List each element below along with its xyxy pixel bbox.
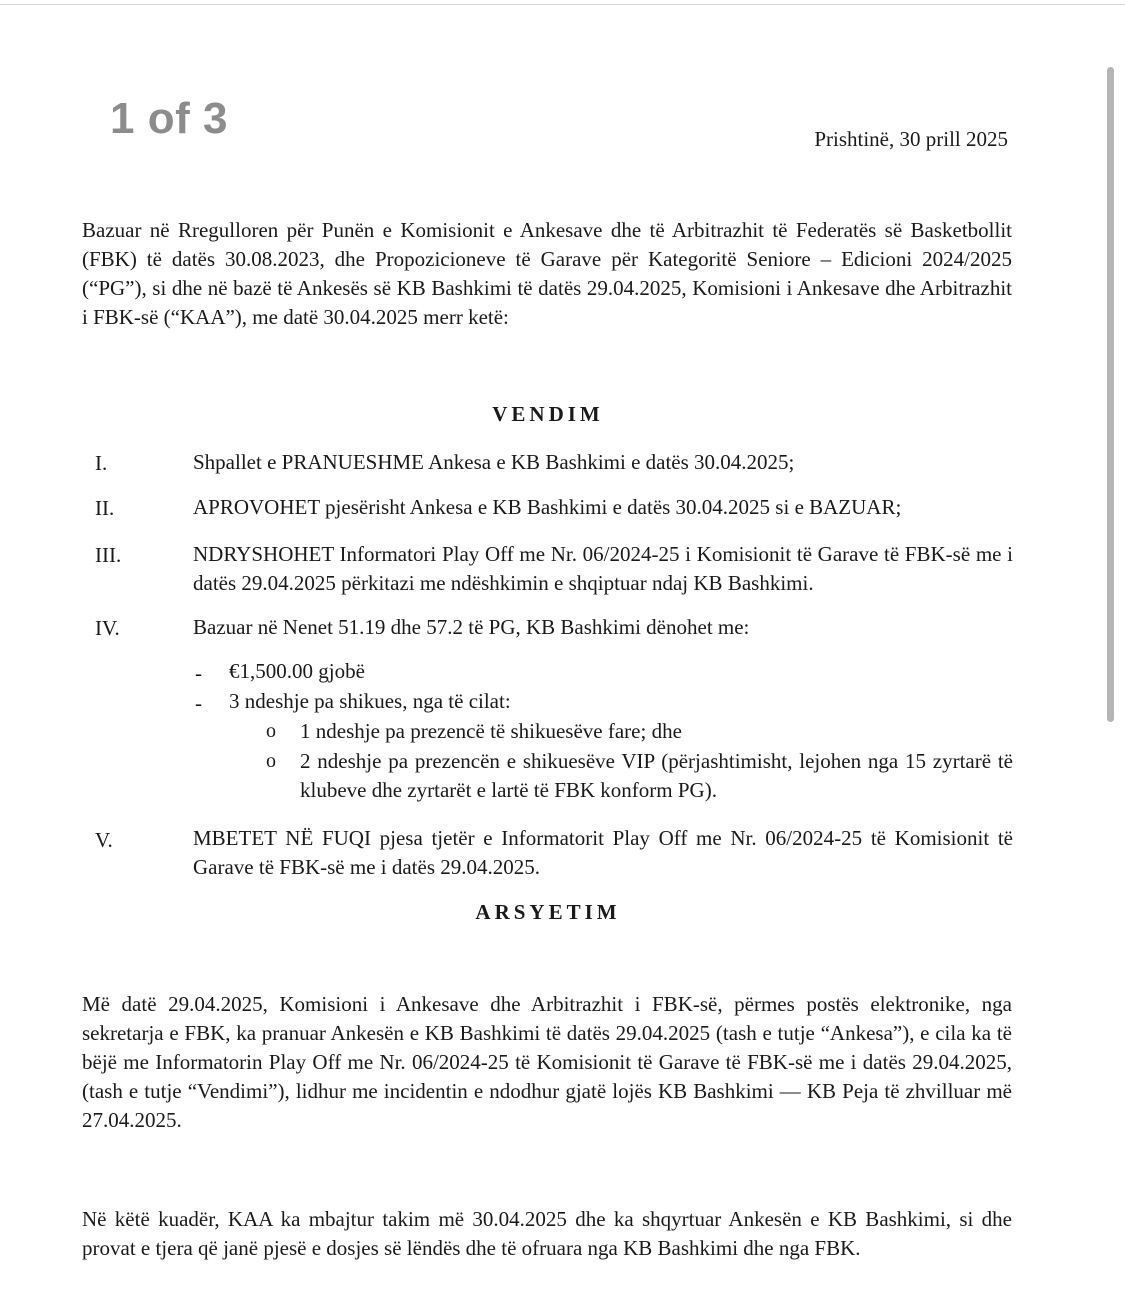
page-indicator: 1 of 3 — [110, 94, 228, 143]
item-text: MBETET NË FUQI pjesa tjetër e Informatorit Play Off me Nr. 06/2024-25 të Komisionit të Garave të FBK-së me i datës 29.04.2025. — [193, 826, 1013, 879]
item-text: APROVOHET pjesërisht Ankesa e KB Bashkimi e datës 30.04.2025 si e BAZUAR; — [193, 495, 902, 519]
decision-heading: VENDIM — [492, 402, 604, 426]
item-number: I. — [95, 451, 108, 475]
sub-item: 2 ndeshje pa prezencën e shikuesëve VIP (përjashtimisht, lejohen nga 15 zyrtarë të klubeve dhe zyrtarët e lartë të FBK konform PG). — [300, 749, 1013, 802]
intro-paragraph: Bazuar në Rregulloren për Punën e Komisionit e Ankesave dhe të Arbitrazhit të Federatës së Basketbollit (FBK) të datës 30.08.2023, dhe Propozicioneve të Garave për Kategoritë Seniore – Edicioni 2024/2025 (“PG”), si dhe në bazë të Ankesës së KB Bashkimi të datës 29.04.2025, Komisioni i Ankesave dhe Arbitrazhit i FBK-së (“KAA”), me datë 30.04.2025 merr ketë: — [82, 218, 1012, 329]
item-number: IV. — [95, 616, 120, 640]
circle-marker: o — [266, 720, 276, 742]
circle-marker: o — [266, 750, 276, 772]
dash-marker: - — [195, 691, 202, 715]
place-date: Prishtinë, 30 prill 2025 — [814, 127, 1008, 151]
games-item: 3 ndeshje pa shikues, nga të cilat: — [229, 689, 511, 713]
item-number: III. — [95, 543, 122, 567]
item-text: Shpallet e PRANUESHME Ankesa e KB Bashkimi e datës 30.04.2025; — [193, 450, 795, 474]
reasoning-paragraph: Më datë 29.04.2025, Komisioni i Ankesave dhe Arbitrazhit i FBK-së, përmes postës elektronike, nga sekretarja e FBK, ka pranuar Ankesën e KB Bashkimi të datës 29.04.2025 (tash e tutje “Ankesa”), e cila ka të bëjë me Informatorin Play Off me Nr. 06/2024-25 të Komisionit të Garave të FBK-së me i datës 29.04.2025, (tash e tutje “Vendimi”), lidhur me incidentin e ndodhur gjatë lojës KB Bashkimi — KB Peja të zhvilluar më 27.04.2025. — [82, 992, 1012, 1132]
vertical-scrollbar[interactable] — [1107, 67, 1114, 722]
item-number: V. — [95, 828, 113, 852]
item-text: Bazuar në Nenet 51.19 dhe 57.2 të PG, KB Bashkimi dënohet me: — [193, 615, 750, 639]
fine-item: €1,500.00 gjobë — [229, 659, 365, 683]
sub-item: 1 ndeshje pa prezencë të shikuesëve fare; dhe — [300, 719, 682, 743]
dash-marker: - — [195, 661, 202, 685]
top-divider — [0, 4, 1125, 5]
item-text: NDRYSHOHET Informatori Play Off me Nr. 06/2024-25 i Komisionit të Garave të FBK-së me i datës 29.04.2025 përkitazi me ndëshkimin e shqiptuar ndaj KB Bashkimi. — [193, 542, 1013, 595]
item-number: II. — [95, 496, 115, 520]
reasoning-heading: ARSYETIM — [475, 900, 621, 924]
reasoning-paragraph: Në këtë kuadër, KAA ka mbajtur takim më 30.04.2025 dhe ka shqyrtuar Ankesën e KB Bashkimi, si dhe provat e tjera që janë pjesë e dosjes së lëndës dhe të ofruara nga KB Bashkimi dhe nga FBK. — [82, 1207, 1012, 1260]
